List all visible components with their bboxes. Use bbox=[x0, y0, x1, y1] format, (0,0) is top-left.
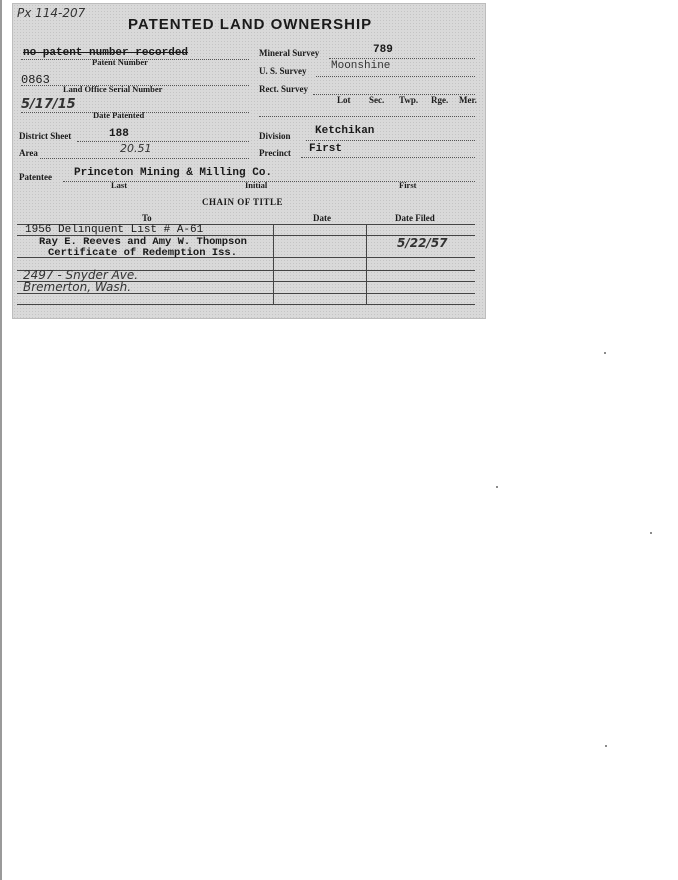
col-to: To bbox=[142, 213, 152, 223]
precinct-label: Precinct bbox=[259, 148, 291, 158]
corner-note: Px 114-207 bbox=[17, 6, 86, 20]
scan-speck bbox=[605, 745, 607, 747]
chain-row-3-to: 2497 - Snyder Ave. bbox=[23, 268, 139, 282]
chain-row-4-to: Bremerton, Wash. bbox=[23, 280, 132, 294]
precinct-line bbox=[301, 157, 475, 158]
us-survey-line bbox=[316, 76, 475, 77]
col-date: Date bbox=[313, 213, 331, 223]
serial-value: 0863 bbox=[21, 73, 50, 87]
rect-col-lot: Lot bbox=[337, 95, 351, 105]
rect-survey-line-2 bbox=[259, 116, 475, 117]
division-line bbox=[306, 140, 475, 141]
col-date-filed: Date Filed bbox=[395, 213, 435, 223]
district-sheet-line bbox=[77, 141, 249, 142]
card-title: PATENTED LAND OWNERSHIP bbox=[128, 16, 373, 33]
page-edge bbox=[0, 0, 2, 880]
precinct-value: First bbox=[309, 143, 343, 155]
district-sheet-value: 188 bbox=[109, 128, 129, 140]
mineral-survey-line bbox=[329, 58, 475, 59]
date-patented-label: Date Patented bbox=[93, 110, 145, 120]
scan-speck bbox=[604, 352, 606, 354]
rect-survey-label: Rect. Survey bbox=[259, 84, 308, 94]
scan-speck bbox=[650, 532, 652, 534]
rect-col-rge: Rge. bbox=[431, 95, 449, 105]
area-label: Area bbox=[19, 148, 38, 158]
serial-label: Land Office Serial Number bbox=[63, 84, 163, 94]
us-survey-value: Moonshine bbox=[331, 60, 391, 72]
area-line bbox=[40, 158, 249, 159]
scan-speck bbox=[496, 486, 498, 488]
rect-col-twp: Twp. bbox=[399, 95, 419, 105]
patentee-value: Princeton Mining & Milling Co. bbox=[74, 167, 273, 179]
table-rule bbox=[17, 304, 475, 305]
chain-heading: CHAIN OF TITLE bbox=[202, 197, 284, 207]
division-label: Division bbox=[259, 131, 291, 141]
division-value: Ketchikan bbox=[315, 125, 375, 137]
chain-row-2-filed: 5/22/57 bbox=[397, 236, 448, 250]
table-divider bbox=[366, 224, 367, 304]
patent-number-label: Patent Number bbox=[92, 57, 148, 67]
district-sheet-label: District Sheet bbox=[19, 131, 72, 141]
date-patented-value: 5/17/15 bbox=[21, 97, 76, 112]
us-survey-label: U. S. Survey bbox=[259, 66, 307, 76]
patentee-first-label: First bbox=[399, 180, 417, 190]
mineral-survey-label: Mineral Survey bbox=[259, 48, 320, 58]
area-value: 20.51 bbox=[120, 142, 152, 155]
rect-col-sec: Sec. bbox=[369, 95, 385, 105]
chain-row-2-to: Ray E. Reeves and Amy W. Thompson bbox=[39, 236, 247, 248]
patent-number-value: no patent number recorded bbox=[23, 47, 189, 59]
table-divider bbox=[273, 224, 274, 304]
chain-row-1-to: 1956 Delinquent List # A-61 bbox=[25, 224, 204, 236]
chain-row-2-to-line2: Certificate of Redemption Iss. bbox=[48, 247, 238, 259]
rect-col-mer: Mer. bbox=[459, 95, 477, 105]
mineral-survey-value: 789 bbox=[373, 44, 393, 56]
patentee-label: Patentee bbox=[19, 172, 52, 182]
patentee-initial-label: Initial bbox=[245, 180, 268, 190]
patentee-last-label: Last bbox=[111, 180, 128, 190]
record-card bbox=[12, 3, 486, 319]
